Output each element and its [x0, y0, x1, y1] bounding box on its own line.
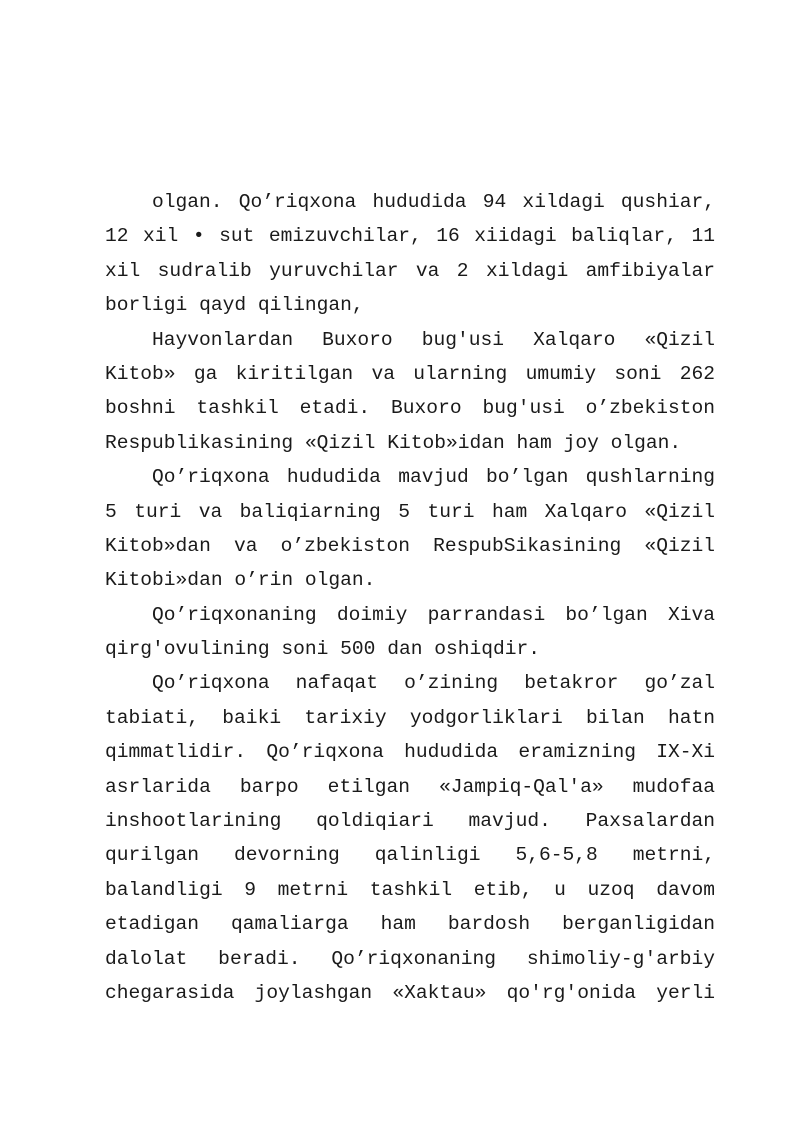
text-line: etadigan qamaliarga ham bardosh berganligidan: [105, 913, 715, 936]
text-line: qimmatlidir. Qo’riqxona hududida eramizning IX-Xi: [105, 741, 715, 764]
text-line: Qo’riqxona hududida mavjud bo’lgan qushlarning: [152, 466, 715, 489]
text-line: olgan. Qo’riqxona hududida 94 xildagi qushiar,: [152, 191, 715, 213]
text-line: 5 turi va baliqiarning 5 turi ham Xalqaro «Qizil: [105, 500, 715, 523]
text-line: borligi qayd qilingan,: [105, 294, 364, 317]
text-line: tabiati, baiki tarixiy yodgorliklari bilan hatn: [105, 706, 715, 729]
text-line: 12 xil • sut emizuvchilar, 16 xiidagi baliqlar, 11: [105, 225, 715, 248]
text-line: boshni tashkil etadi. Buxoro bug'usi o’zbekiston: [105, 397, 715, 420]
text-line: qurilgan devorning qalinligi 5,6-5,8 metrni,: [105, 844, 715, 867]
text-line: asrlarida barpo etilgan «Jampiq-Qal'a» mudofaa: [105, 775, 715, 798]
text-line: Respublikasining «Qizil Kitob»idan ham joy olgan.: [105, 431, 682, 454]
text-line: Kitobi»dan o’rin olgan.: [105, 569, 376, 592]
text-line: xil sudralib yuruvchilar va 2 xildagi amfibiyalar: [105, 259, 715, 282]
text-line: Qo’riqxonaning doimiy parrandasi bo’lgan Xiva: [152, 603, 715, 626]
text-line: chegarasida joylashgan «Xaktau» qo'rg'onida yerli: [105, 981, 715, 1004]
text-line: qirg'ovulining soni 500 dan oshiqdir.: [105, 638, 541, 661]
body-text: [105, 185, 715, 1010]
text-line: Kitob» ga kiritilgan va ularning umumiy soni 262: [105, 362, 715, 385]
text-line: Qo’riqxona nafaqat o’zining betakror go’zal: [152, 672, 715, 695]
text-line: Kitob»dan va o’zbekiston RespubSikasining «Qizil: [105, 534, 715, 557]
text-line: inshootlarining qoldiqiari mavjud. Paxsalardan: [105, 810, 715, 833]
text-line: Hayvonlardan Buxoro bug'usi Xalqaro «Qizil: [152, 328, 715, 351]
text-line: dalolat beradi. Qo’riqxonaning shimoliy-g'arbiy: [105, 947, 715, 970]
text-line: balandligi 9 metrni tashkil etib, u uzoq davom: [105, 878, 715, 901]
